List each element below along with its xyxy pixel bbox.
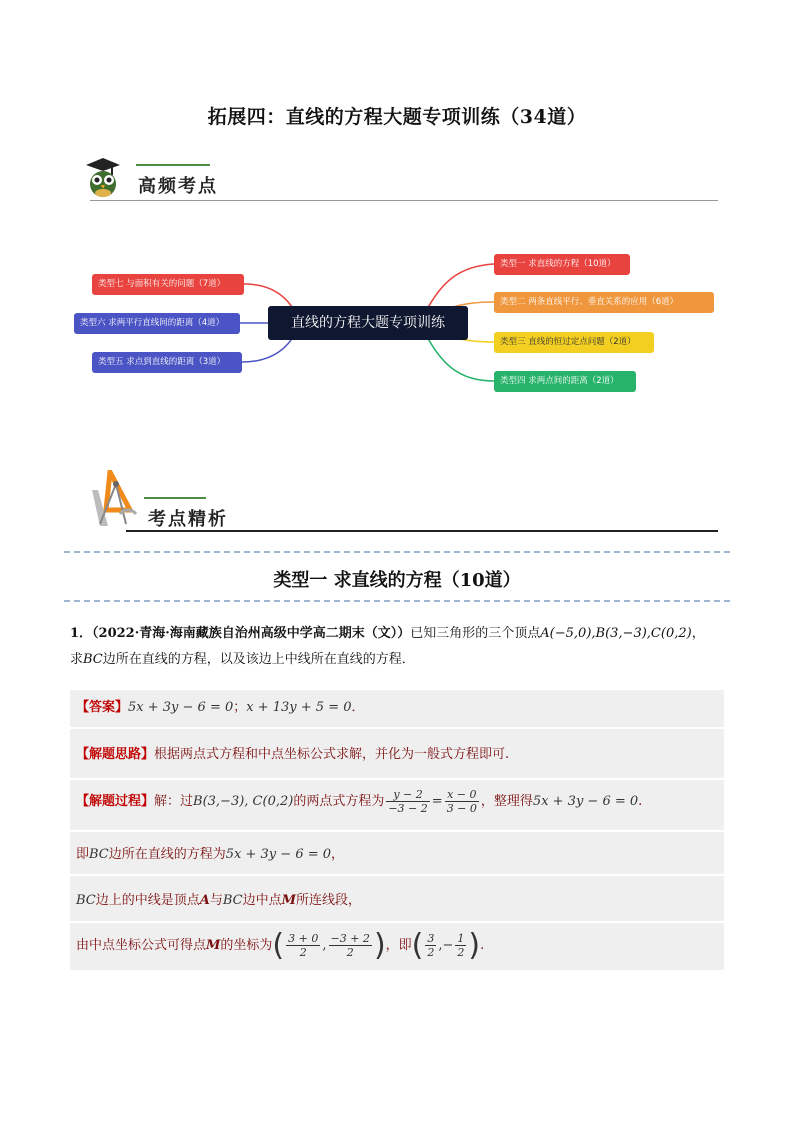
solution-bc: BC (222, 893, 243, 908)
answer-box (70, 690, 724, 970)
process-eq: 5x + 3y − 6 = 0 (532, 794, 639, 809)
solution-end: . (480, 938, 485, 953)
fraction (286, 932, 320, 959)
solution-text: 所连线段， (296, 893, 362, 908)
solution-text: 边上的中线是顶点 (95, 893, 200, 908)
open-paren: ( (411, 928, 424, 963)
question-line-1 (70, 621, 740, 647)
solution-text: 与 (209, 893, 223, 908)
solution-text: 即 (76, 847, 90, 862)
solution-bc: BC (89, 847, 109, 862)
row-divider (70, 778, 724, 780)
solution-line-4 (76, 843, 344, 862)
page-title: 拓展四：直线的方程大题专项训练（34道） (207, 106, 587, 128)
fraction (445, 788, 479, 815)
accent-line (144, 497, 206, 499)
close-paren: ) (468, 928, 481, 963)
fraction (455, 932, 466, 959)
answer-tag: 【答案】 (76, 700, 129, 715)
equals-sign: = (431, 794, 443, 809)
section-label: 考点精析 (148, 509, 228, 530)
question-text: 边所在直线的方程，以及该边上中线所在直线的方程． (102, 652, 415, 667)
point-a: A (199, 893, 210, 908)
fraction-denominator: 2 (346, 946, 354, 959)
mindmap-node-type6: 类型六 求两平行直线间的距离（4道） (74, 313, 240, 334)
idea-tag: 【解题思路】 (76, 747, 155, 762)
row-divider (70, 874, 724, 876)
fraction-numerator: 3 (427, 932, 435, 945)
solution-eq: 5x + 3y − 6 = 0 (225, 847, 332, 862)
fraction-numerator: −3 + 2 (330, 932, 370, 945)
process-row (76, 788, 642, 815)
ruler-compass-icon (86, 470, 138, 528)
fraction-numerator: y − 2 (386, 788, 429, 802)
question-number: 1． (70, 626, 93, 641)
close-paren: ) (373, 928, 386, 963)
question-punct: ， (691, 626, 705, 641)
fraction (329, 932, 372, 959)
mindmap-node-type4: 类型四 求两点间的距离（2道） (494, 371, 636, 392)
solution-end: ， (331, 847, 345, 862)
answer-row (76, 696, 365, 715)
solution-text: 边所在直线的方程为 (108, 847, 226, 862)
fraction-denominator: 2 (457, 946, 465, 959)
section-label: 高频考点 (138, 176, 218, 197)
answer-sep: ； (233, 700, 247, 715)
mindmap-node-type7: 类型七 与面积有关的问题（7道） (92, 274, 244, 295)
question-1 (70, 621, 740, 673)
comma: , (322, 938, 327, 953)
mindmap-node-type2: 类型二 两条直线平行、垂直关系的应用（6道） (494, 292, 714, 313)
process-text: ，整理得 (480, 794, 533, 809)
mindmap-node-type5: 类型五 求点到直线的距离（3道） (92, 352, 242, 373)
question-bc: BC (83, 652, 103, 667)
process-end: . (638, 794, 643, 809)
dashed-separator-top (64, 551, 730, 553)
answer-end: ． (351, 700, 365, 715)
solution-text: 由中点坐标公式可得点 (76, 938, 207, 953)
question-text: 已知三角形的三个顶点 (410, 626, 541, 641)
section-header-analysis (86, 470, 718, 534)
open-paren: ( (272, 928, 285, 963)
idea-row (76, 743, 509, 762)
row-divider (70, 921, 724, 923)
mindmap-center: 直线的方程大题专项训练 (268, 306, 468, 340)
fraction-numerator: x − 0 (445, 788, 479, 802)
fraction-denominator: 3 − 0 (446, 802, 477, 815)
process-text: 的两点式方程为 (293, 794, 385, 809)
idea-text: 根据两点式方程和中点坐标公式求解，并化为一般式方程即可. (154, 747, 510, 762)
question-source: （2022·青海·海南藏族自治州高级中学高二期末（文）） (92, 626, 411, 641)
comma-minus: ,− (438, 938, 454, 953)
solution-text: ，即 (385, 938, 412, 953)
section-divider (126, 530, 718, 532)
answer-eq2: x + 13y + 5 = 0 (246, 700, 352, 715)
fraction-denominator: 2 (427, 946, 435, 959)
process-tag: 【解题过程】 (76, 794, 155, 809)
solution-line-6 (76, 928, 484, 963)
fraction-denominator: −3 − 2 (388, 802, 428, 815)
question-text: 求 (70, 652, 84, 667)
process-points: B(3,−3), C(0,2) (193, 794, 294, 809)
point-m: M (206, 938, 221, 953)
row-divider (70, 830, 724, 832)
mindmap-node-type3: 类型三 直线的恒过定点问题（2道） (494, 332, 654, 353)
type-title: 类型一 求直线的方程（10道） (273, 570, 521, 591)
fraction-numerator: 3 + 0 (288, 932, 319, 945)
row-divider (70, 727, 724, 729)
mindmap-node-type1: 类型一 求直线的方程（10道） (494, 254, 630, 275)
solution-line-5 (76, 889, 361, 908)
answer-eq1: 5x + 3y − 6 = 0 (128, 700, 234, 715)
fraction-denominator: 2 (299, 946, 307, 959)
process-text: 解：过 (154, 794, 194, 809)
question-line-2 (70, 647, 740, 673)
question-points: A(−5,0),B(3,−3),C(0,2) (540, 626, 692, 641)
solution-text: 的坐标为 (220, 938, 273, 953)
dashed-separator-bottom (64, 600, 730, 602)
point-m: M (281, 893, 297, 908)
fraction (425, 932, 436, 959)
solution-text: 边中点 (242, 893, 282, 908)
solution-bc: BC (76, 893, 96, 908)
fraction (386, 788, 429, 815)
fraction-numerator: 1 (457, 932, 465, 945)
